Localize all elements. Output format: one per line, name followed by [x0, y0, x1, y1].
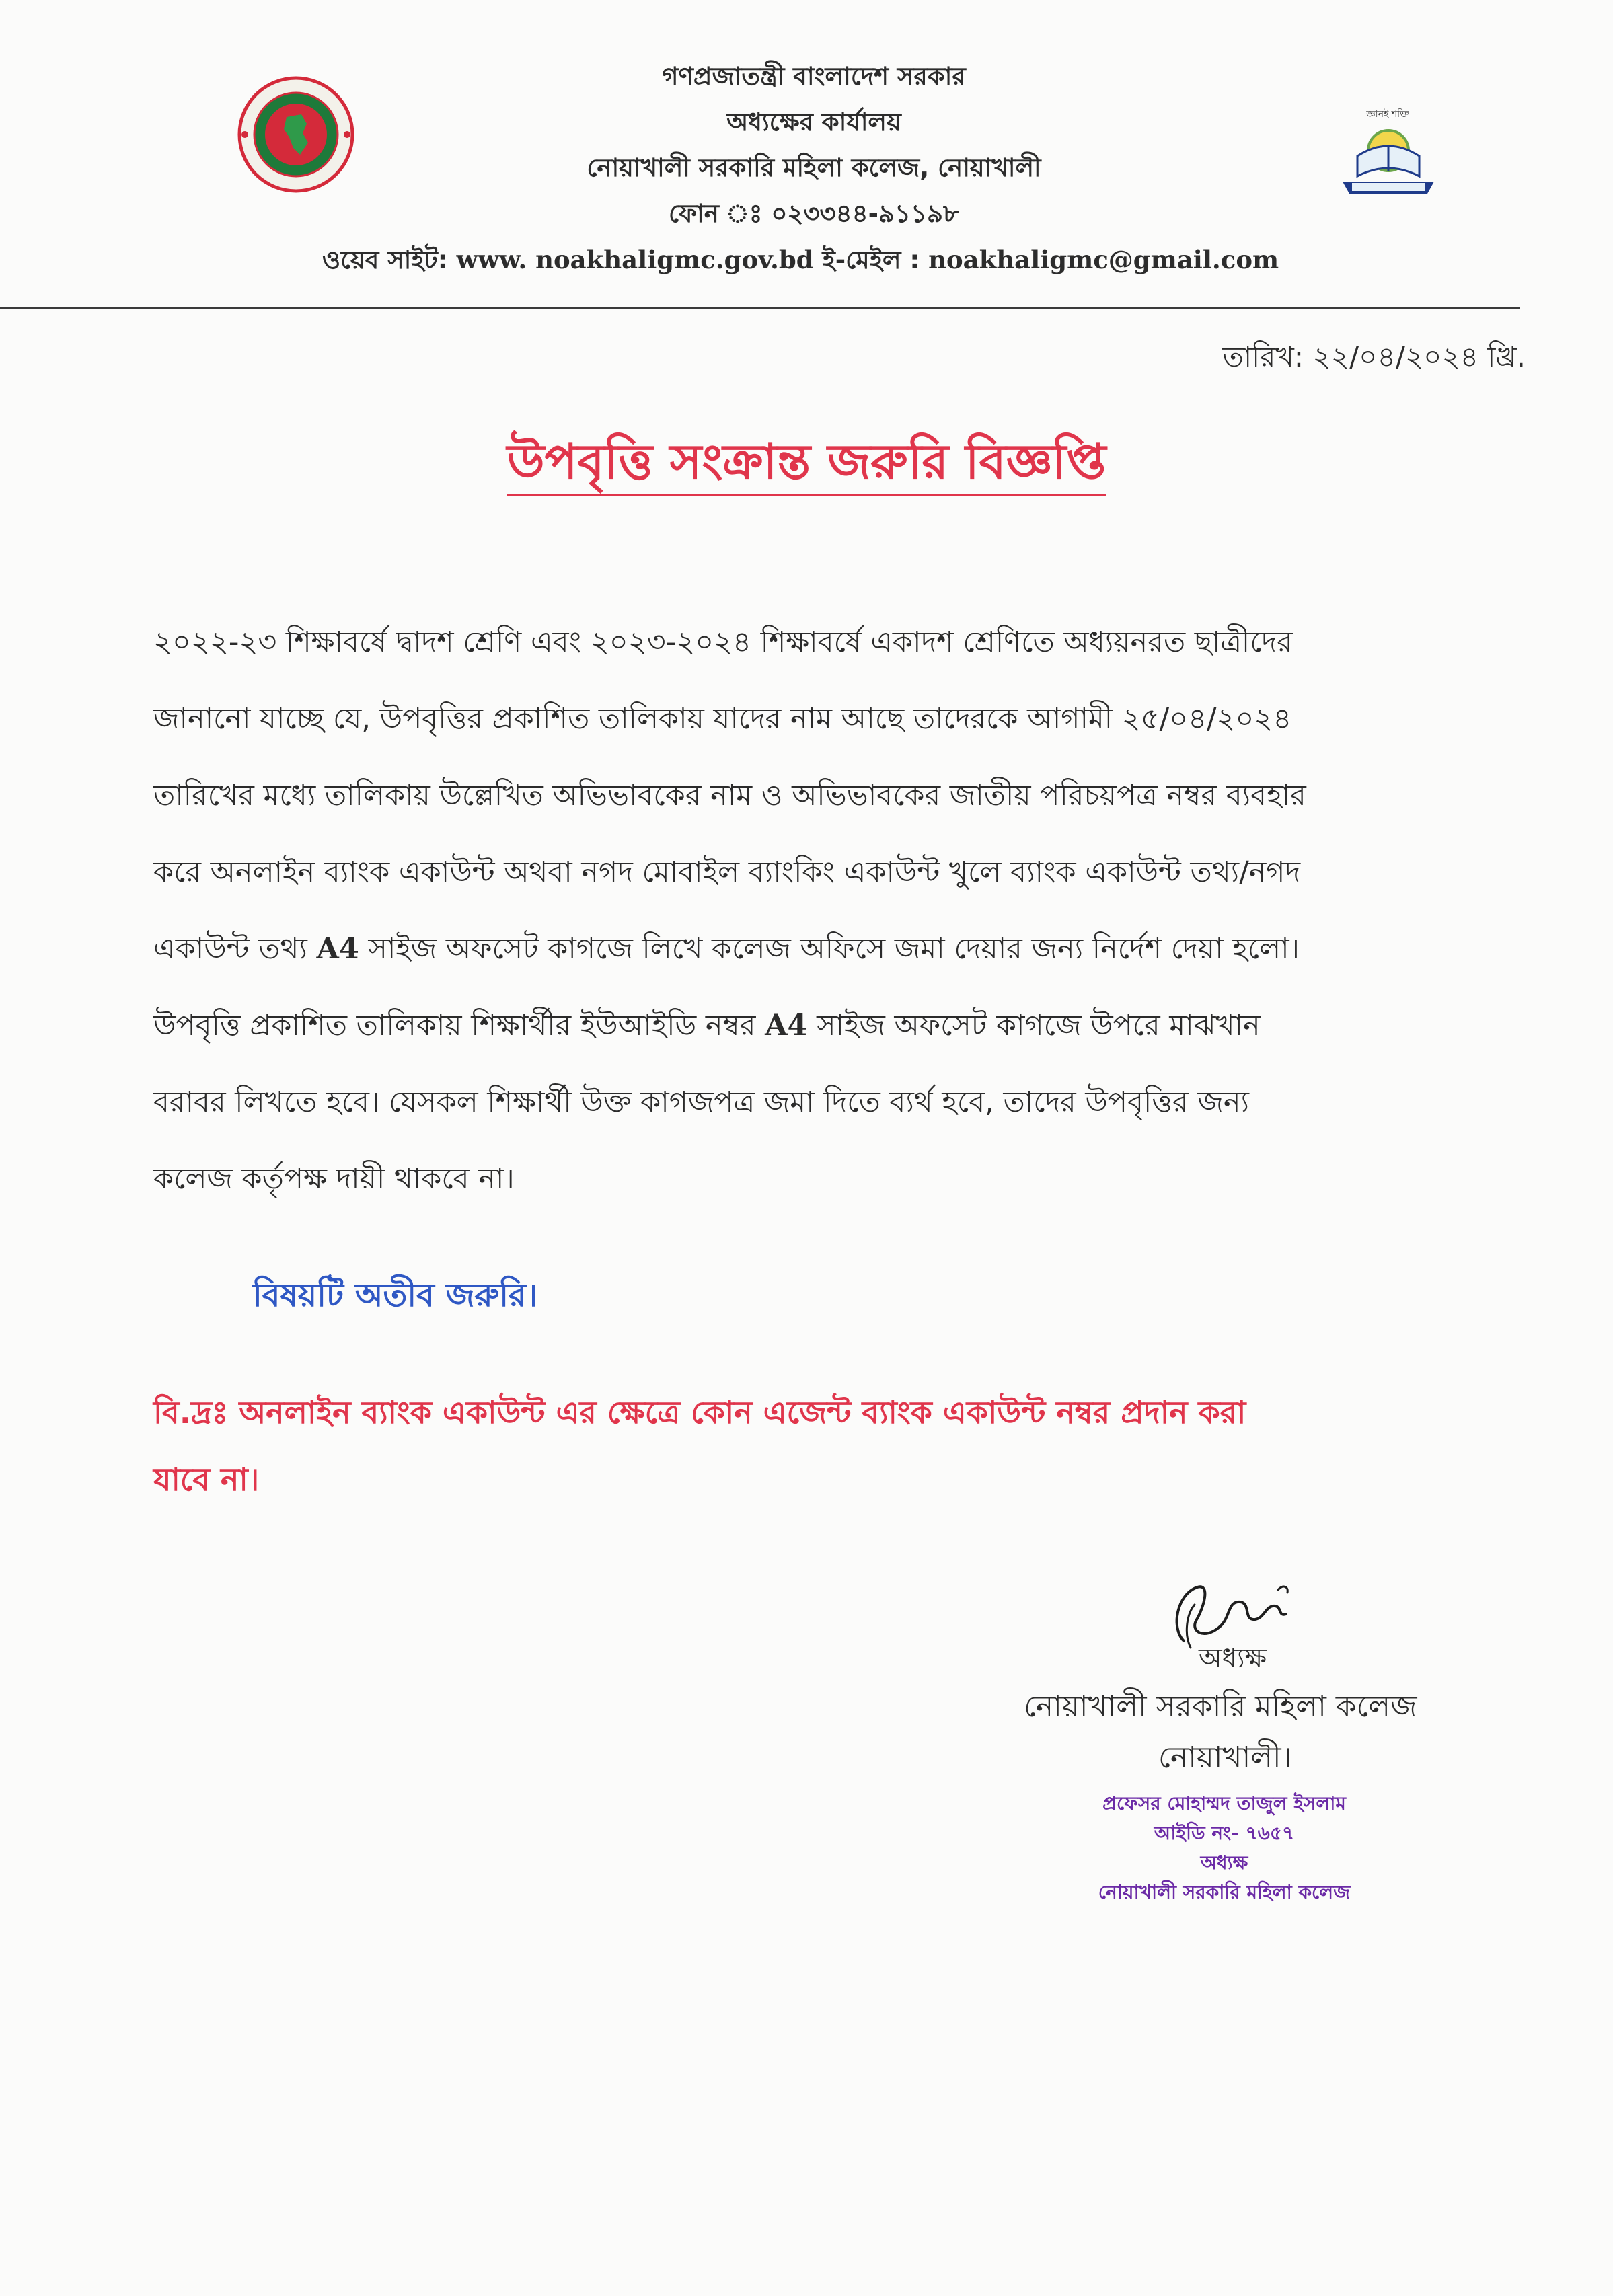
- notice-date: তারিখ: ২২/০৪/২০২৪ খ্রি.: [1222, 340, 1526, 373]
- website-label: ওয়েব সাইট:: [322, 245, 448, 274]
- header-divider: [0, 307, 1520, 309]
- website-link[interactable]: www. noakhaligmc.gov.bd: [456, 245, 814, 274]
- body-line: ২০২২-২৩ শিক্ষাবর্ষে দ্বাদশ শ্রেণি এবং ২০২৩-২০২৪ শিক্ষাবর্ষে একাদশ শ্রেণিতে অধ্যয়নরত ছাত্রীদের: [153, 625, 1293, 659]
- notice-body: [153, 604, 1523, 1217]
- body-line: জানানো যাচ্ছে যে, উপবৃত্তির প্রকাশিত তালিকায় যাদের নাম আছে তাদেরকে আগামী ২৫/০৪/২০২৪: [153, 702, 1292, 736]
- email-label: ই-মেইল :: [822, 245, 920, 274]
- logo-motto: জ্ঞানই শক্তি: [1366, 109, 1409, 120]
- letterhead: [256, 54, 1372, 283]
- email-link[interactable]: noakhaligmc@gmail.com: [928, 245, 1279, 274]
- official-stamp: [1049, 1789, 1399, 1907]
- signatory-college: নোয়াখালী সরকারি মহিলা কলেজ: [1024, 1689, 1417, 1724]
- urgent-note: বিষয়টি অতীব জরুরি।: [253, 1276, 538, 1314]
- phone-number: ফোন ঃ ০২৩৩৪৪-৯১১৯৮: [668, 199, 959, 228]
- postscript-line: বি.দ্রঃ অনলাইন ব্যাংক একাউন্ট এর ক্ষেত্রে কোন এজেন্ট ব্যাংক একাউন্ট নম্বর প্রদান করা: [153, 1394, 1246, 1430]
- body-line: বরাবর লিখতে হবে। যেসকল শিক্ষার্থী উক্ত কাগজপত্র জমা দিতে ব্যর্থ হবে, তাদের উপবৃত্তির জন্য: [153, 1085, 1249, 1119]
- institution-name: নোয়াখালী সরকারি মহিলা কলেজ, নোয়াখালী: [587, 153, 1041, 182]
- body-line: তারিখের মধ্যে তালিকায় উল্লেখিত অভিভাবকের নাম ও অভিভাবকের জাতীয় পরিচয়পত্র নম্বর ব্যবহার: [153, 779, 1306, 812]
- signatory-district: নোয়াখালী।: [1158, 1740, 1292, 1775]
- paper-size: A4: [316, 932, 359, 966]
- signatory-title: অধ্যক্ষ: [1199, 1643, 1267, 1674]
- body-line: কলেজ কর্তৃপক্ষ দায়ী থাকবে না।: [153, 1162, 515, 1196]
- office-name: অধ্যক্ষের কার্যালয়: [726, 108, 901, 137]
- notice-title-text: উপবৃত্তি সংক্রান্ত জরুরি বিজ্ঞপ্তি: [507, 433, 1106, 496]
- body-text-segment: উপবৃত্তি প্রকাশিত তালিকায় শিক্ষার্থীর ইউআইডি নম্বর: [153, 1009, 765, 1042]
- stamp-id: আইডি নং- ৭৬৫৭: [1154, 1822, 1295, 1844]
- paper-size: A4: [765, 1009, 808, 1042]
- body-line: করে অনলাইন ব্যাংক একাউন্ট অথবা নগদ মোবাইল ব্যাংকিং একাউন্ট খুলে ব্যাংক একাউন্ট তথ্য/নগদ: [153, 855, 1301, 889]
- stamp-designation: অধ্যক্ষ: [1200, 1851, 1248, 1874]
- body-text-segment: সাইজ অফসেট কাগজে উপরে মাঝখান: [807, 1009, 1261, 1042]
- body-line: [153, 911, 1523, 987]
- postscript: [153, 1379, 1526, 1513]
- notice-title: [0, 425, 1613, 506]
- government-name: গণপ্রজাতন্ত্রী বাংলাদেশ সরকার: [662, 62, 966, 91]
- stamp-name: প্রফেসর মোহাম্মদ তাজুল ইসলাম: [1102, 1792, 1346, 1814]
- contact-line: [54, 237, 1547, 283]
- postscript-line: যাবে না।: [153, 1461, 260, 1498]
- body-text-segment: সাইজ অফসেট কাগজে লিখে কলেজ অফিসে জমা দেয়ার জন্য নির্দেশ দেয়া হলো।: [359, 932, 1300, 966]
- stamp-college: নোয়াখালী সরকারি মহিলা কলেজ: [1098, 1881, 1351, 1903]
- body-line: [153, 987, 1523, 1064]
- body-text-segment: একাউন্ট তথ্য: [153, 932, 317, 966]
